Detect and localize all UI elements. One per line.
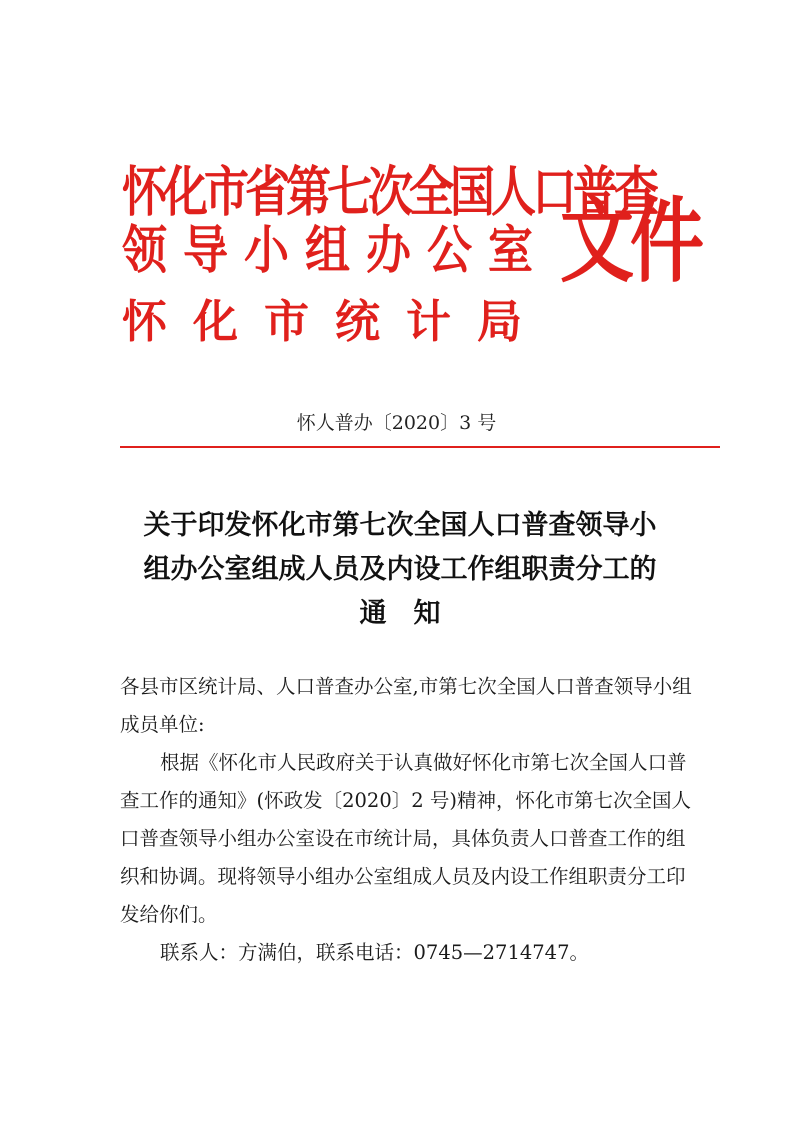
- document-title: [100, 504, 700, 636]
- red-divider-line: [120, 446, 720, 448]
- main-paragraph: 根据《怀化市人民政府关于认真做好怀化市第七次全国人口普查工作的通知》(怀政发〔2020〕2 号)精神，怀化市第七次全国人口普查领导小组办公室设在市统计局，具体负责人口普查工作的组织和协调。现将领导小组办公室组成人员及内设工作组职责分工印发给你们。: [120, 751, 691, 926]
- header-issuer-line1: 怀化市省第七次全国人口普查: [122, 160, 656, 224]
- document-number: 怀人普办〔2020〕3 号: [296, 412, 497, 434]
- header-document-suffix: 文件: [560, 188, 700, 296]
- title-line1: 关于印发怀化市第七次全国人口普查领导小: [143, 510, 657, 541]
- document-body: [120, 668, 695, 972]
- title-line3: 通 知: [359, 598, 441, 629]
- contact-paragraph: 联系人：方满伯，联系电话：0745—2714747。: [160, 941, 589, 964]
- header-issuer-line2: 领导小组办公室: [122, 219, 550, 281]
- addressee-paragraph: 各县市区统计局、人口普查办公室,市第七次全国人口普查领导小组成员单位:: [120, 675, 692, 736]
- header-issuer-line3: 怀化市统计局: [122, 295, 549, 348]
- title-line2: 组办公室组成人员及内设工作组职责分工的: [143, 554, 657, 585]
